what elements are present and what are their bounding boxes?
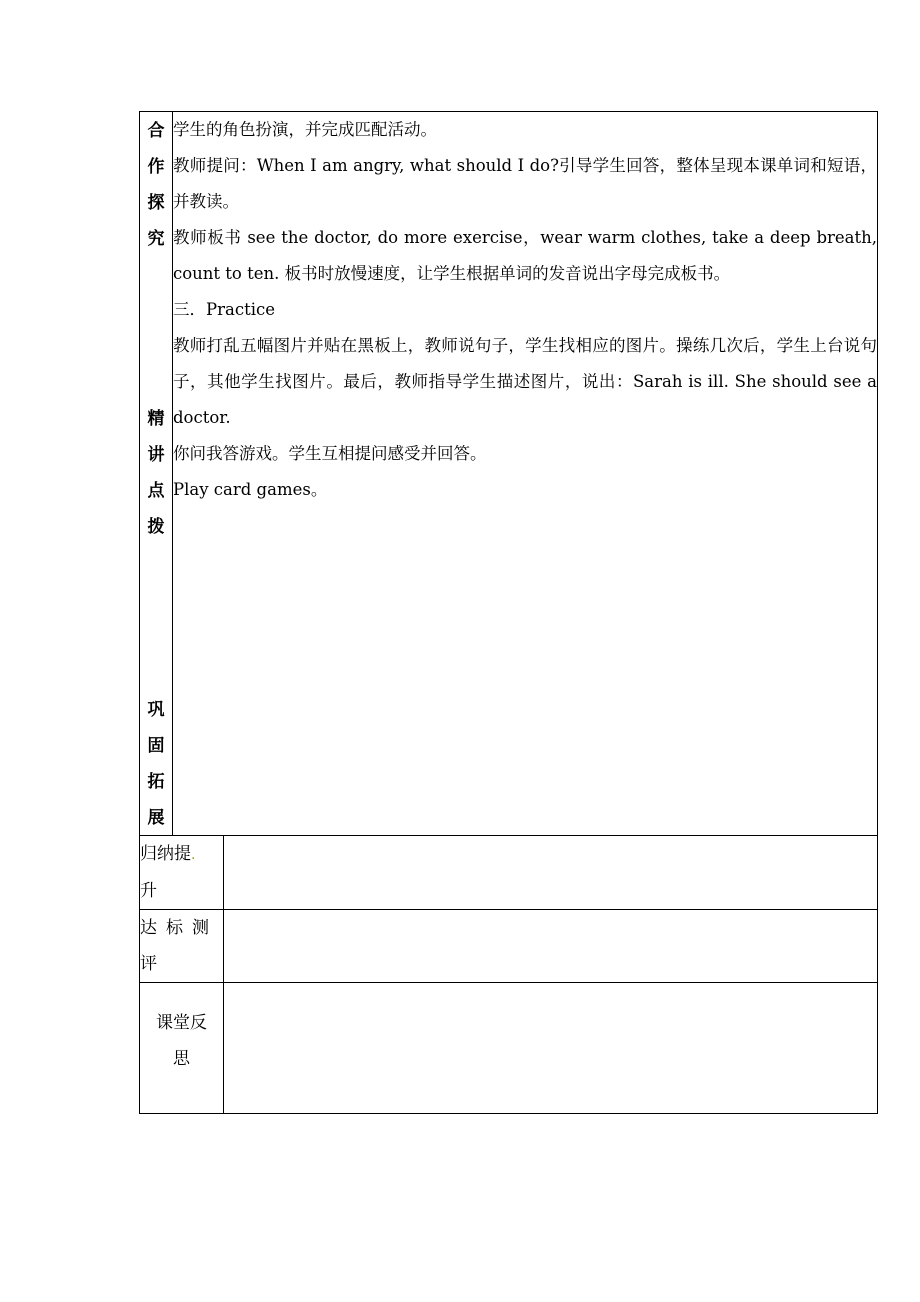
content-paragraph: 三．Practice xyxy=(173,300,275,319)
reflection-label-line2: 思 xyxy=(173,1049,190,1069)
summary-label-mark: . xyxy=(191,847,196,863)
section-labels-column xyxy=(140,112,173,836)
reflection-label-line1: 课堂反 xyxy=(156,1013,207,1033)
assessment-content-cell xyxy=(224,910,878,983)
summary-label-line2: 升 xyxy=(140,881,157,901)
section-label-char: 合 xyxy=(147,121,165,141)
section-label-char: 展 xyxy=(147,808,165,828)
content-paragraph: 教师打乱五幅图片并贴在黑板上，教师说句子，学生找相应的图片。操练几次后，学生上台说句子，其他学生找图片。最后，教师指导学生描述图片，说出：Sarah is ill. She should see a doctor. xyxy=(173,336,878,427)
summary-label xyxy=(140,836,224,910)
lesson-plan-table xyxy=(139,111,878,1114)
main-content-row xyxy=(140,112,878,836)
section-label-char: 点 xyxy=(147,481,165,501)
assessment-label-line1: 达标测 xyxy=(140,918,218,938)
reflection-label xyxy=(140,983,224,1114)
content-paragraph: 你问我答游戏。学生互相提问感受并回答。 xyxy=(173,444,487,463)
assessment-label-line2: 评 xyxy=(140,954,157,974)
section-label-char: 巩 xyxy=(147,700,165,720)
section-label-consolidation xyxy=(140,692,172,836)
section-label-char: 固 xyxy=(147,736,165,756)
section-label-char: 拓 xyxy=(147,772,165,792)
section-label-char: 作 xyxy=(147,157,165,177)
content-paragraph: 教师板书 see the doctor, do more exercise，wear warm clothes, take a deep breath, count to ten. 板书时放慢速度，让学生根据单词的发音说出字母完成板书。 xyxy=(173,228,878,283)
section-label-char: 讲 xyxy=(147,445,165,465)
lesson-content-cell xyxy=(173,112,878,836)
content-paragraph: 教师提问：When I am angry, what should I do?引导学生回答，整体呈现本课单词和短语，并教读。 xyxy=(173,156,878,211)
section-label-char: 究 xyxy=(147,229,165,249)
summary-row xyxy=(140,836,878,910)
section-label-char: 探 xyxy=(147,193,165,213)
section-label-char: 精 xyxy=(147,409,165,429)
content-paragraph: Play card games。 xyxy=(173,480,328,499)
content-paragraph: 学生的角色扮演，并完成匹配活动。 xyxy=(173,120,437,139)
section-label-char: 拨 xyxy=(147,517,165,537)
section-label-cooperative-inquiry xyxy=(140,113,172,257)
summary-label-line1: 归纳提 xyxy=(140,844,191,864)
reflection-content-cell xyxy=(224,983,878,1114)
reflection-row xyxy=(140,983,878,1114)
assessment-label xyxy=(140,910,224,983)
assessment-row xyxy=(140,910,878,983)
summary-content-cell xyxy=(224,836,878,910)
section-label-key-explanation xyxy=(140,401,172,545)
